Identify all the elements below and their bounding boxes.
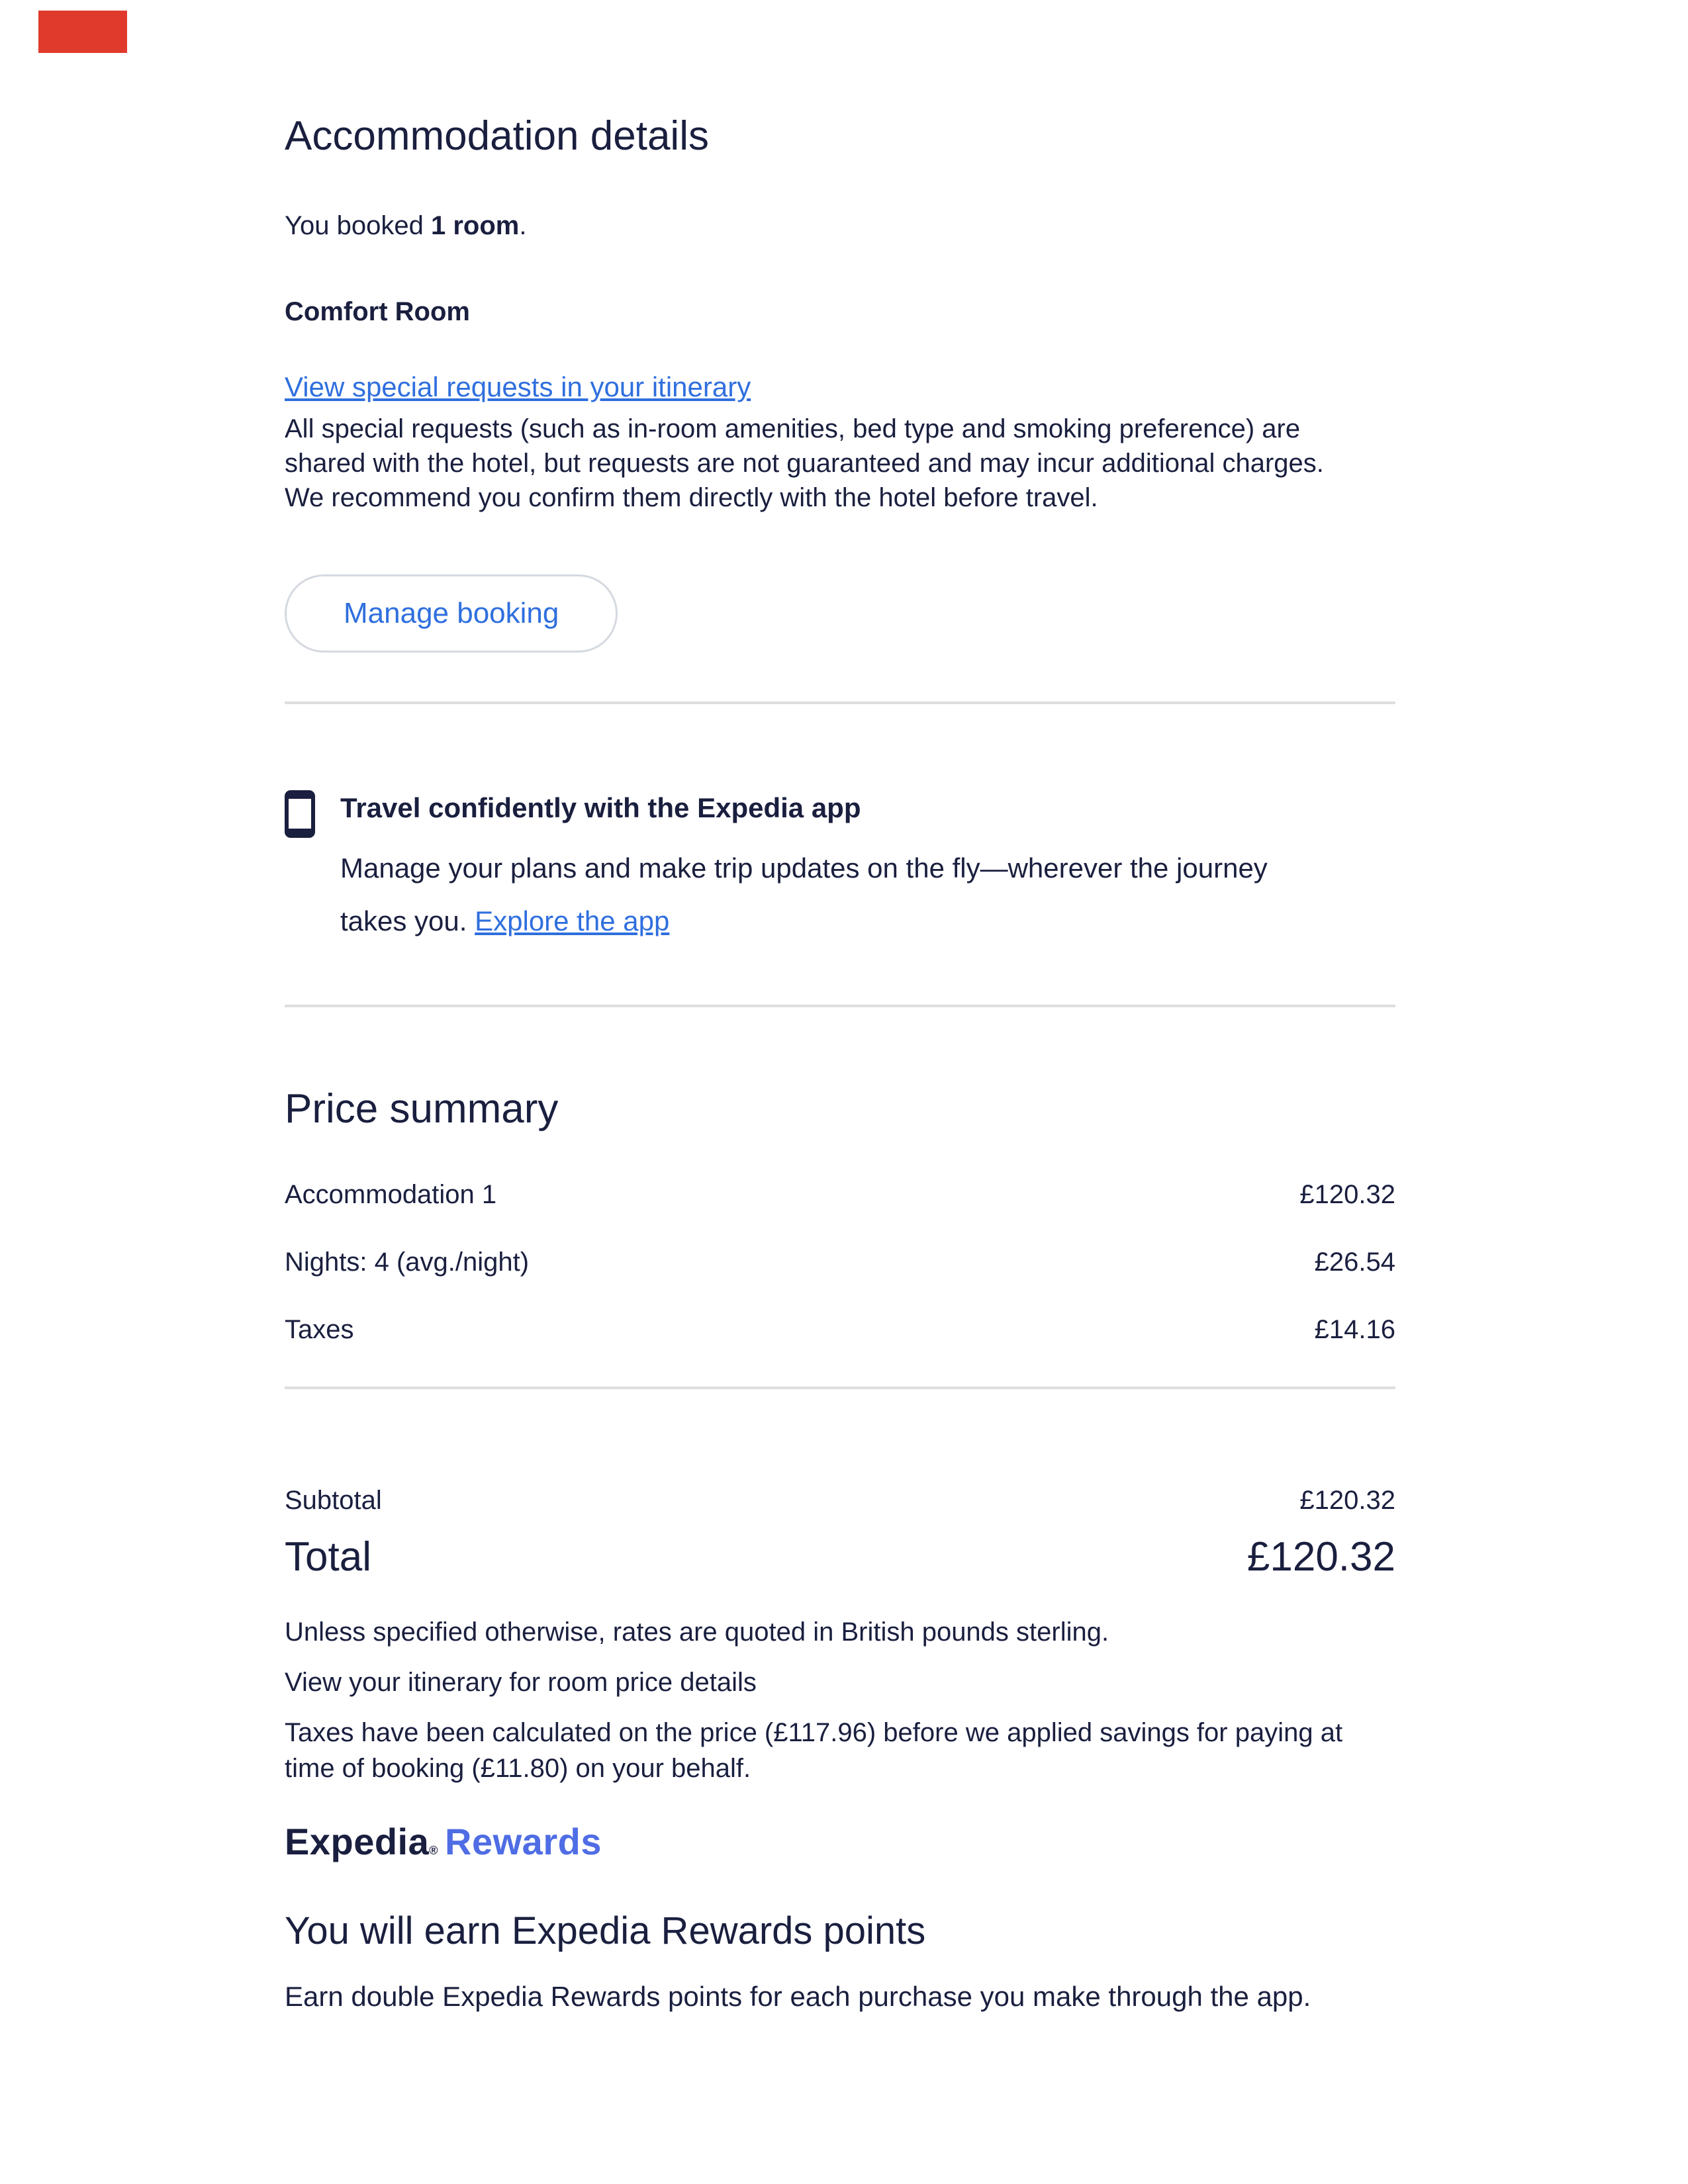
- price-row-value: £120.32: [1299, 1180, 1395, 1210]
- rewards-wordmark: Rewards: [445, 1821, 602, 1863]
- total-label: Total: [285, 1534, 371, 1580]
- room-name: Comfort Room: [285, 297, 470, 327]
- app-promo-title: Travel confidently with the Expedia app: [340, 792, 861, 823]
- price-row-nights: [285, 1244, 1395, 1281]
- price-row-value: £26.54: [1314, 1248, 1395, 1277]
- expedia-wordmark: Expedia: [285, 1821, 430, 1863]
- registered-mark: ®: [429, 1844, 439, 1858]
- rewards-points-body: Earn double Expedia Rewards points for each purchase you make through the app.: [285, 1981, 1311, 2013]
- manage-booking-button[interactable]: Manage booking: [285, 574, 618, 653]
- app-promo-body: [340, 842, 1313, 948]
- accommodation-details-title: Accommodation details: [285, 113, 709, 159]
- email-content: [285, 0, 1395, 2016]
- currency-note: Unless specified otherwise, rates are quoted in British pounds sterling.: [285, 1617, 1109, 1647]
- subtotal-value: £120.32: [1299, 1486, 1395, 1516]
- price-row-label: Accommodation 1: [285, 1180, 497, 1210]
- app-promo-body-text: Manage your plans and make trip updates on the fly—wherever the journey takes you.: [340, 852, 1268, 936]
- view-special-requests-link[interactable]: View special requests in your itinerary: [285, 371, 751, 403]
- price-row-accommodation: [285, 1176, 1395, 1213]
- price-row-value: £14.16: [1314, 1315, 1395, 1345]
- price-row-label: Taxes: [285, 1315, 354, 1345]
- booked-summary: [285, 207, 1395, 244]
- booked-prefix: You booked: [285, 211, 431, 241]
- rewards-points-title: You will earn Expedia Rewards points: [285, 1909, 926, 1953]
- room-count: 1 room: [430, 211, 520, 241]
- explore-app-link[interactable]: Explore the app: [475, 905, 670, 936]
- app-promo-section: [285, 789, 1395, 948]
- expedia-rewards-logo: [285, 1819, 1395, 1873]
- itinerary-note: View your itinerary for room price details: [285, 1668, 757, 1698]
- special-requests-note: All special requests (such as in-room amenities, bed type and smoking preference) are shared with the hotel, but requests are not guaranteed and may incur additional charges. We recommend you confirm them directly with the hotel before travel.: [285, 414, 1324, 512]
- subtotal-label: Subtotal: [285, 1486, 382, 1516]
- subtotal-row: [285, 1482, 1395, 1519]
- booked-suffix: .: [519, 211, 527, 241]
- red-marker: [38, 11, 127, 53]
- total-value: £120.32: [1246, 1534, 1395, 1580]
- smartphone-icon: [285, 790, 315, 838]
- price-row-taxes: [285, 1311, 1395, 1348]
- app-promo-text: [340, 789, 1313, 948]
- section-divider: [285, 1387, 1395, 1389]
- price-row-label: Nights: 4 (avg./night): [285, 1248, 530, 1277]
- section-divider: [285, 702, 1395, 704]
- total-row: [285, 1532, 1395, 1582]
- taxes-note: Taxes have been calculated on the price (£117.96) before we applied savings for paying at time of booking (£11.80) on your behalf.: [285, 1718, 1343, 1784]
- price-summary-title: Price summary: [285, 1085, 559, 1132]
- section-divider: [285, 1005, 1395, 1007]
